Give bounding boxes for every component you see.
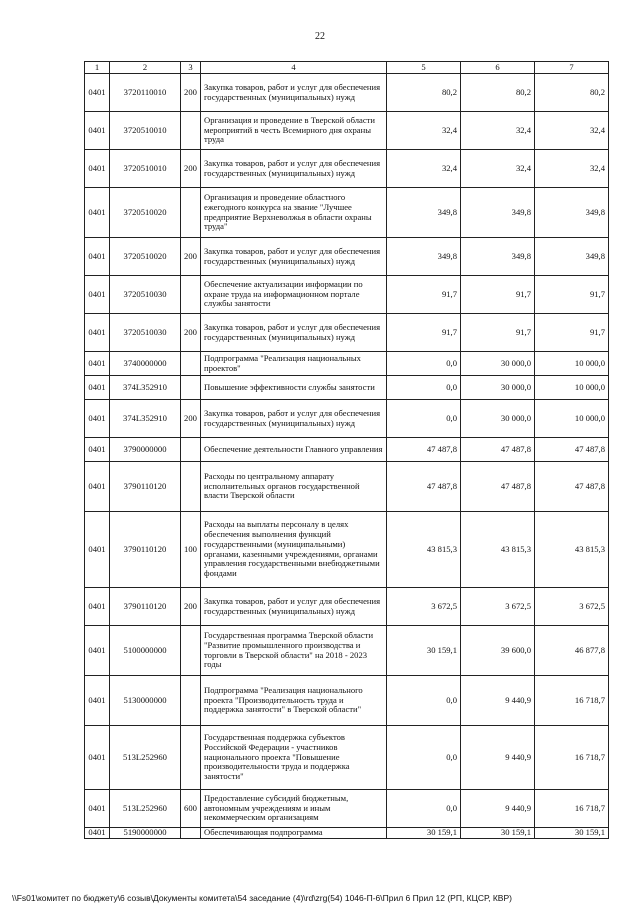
table-row [85, 238, 609, 276]
cell-amount-6: 9 440,9 [461, 726, 535, 790]
cell-amount-6: 32,4 [461, 112, 535, 150]
table-row [85, 74, 609, 112]
cell-amount-6: 91,7 [461, 276, 535, 314]
cell-expense-type [181, 188, 201, 238]
cell-amount-6: 30 159,1 [461, 828, 535, 839]
cell-section: 0401 [85, 400, 110, 438]
cell-target-code: 374L352910 [110, 400, 181, 438]
cell-expense-type [181, 376, 201, 400]
cell-amount-6: 43 815,3 [461, 512, 535, 588]
table-row [85, 376, 609, 400]
table-row [85, 790, 609, 828]
cell-section: 0401 [85, 676, 110, 726]
table-row [85, 150, 609, 188]
cell-amount-5: 349,8 [387, 238, 461, 276]
table-row [85, 828, 609, 839]
cell-description: Закупка товаров, работ и услуг для обеспечения государственных (муниципальных) нужд [201, 588, 387, 626]
cell-amount-7: 80,2 [535, 74, 609, 112]
cell-amount-6: 30 000,0 [461, 376, 535, 400]
table-row [85, 352, 609, 376]
table-row [85, 726, 609, 790]
cell-amount-6: 30 000,0 [461, 352, 535, 376]
cell-amount-5: 3 672,5 [387, 588, 461, 626]
cell-amount-5: 30 159,1 [387, 626, 461, 676]
header-col-1: 1 [85, 62, 110, 74]
cell-section: 0401 [85, 150, 110, 188]
table-row [85, 512, 609, 588]
table-row [85, 676, 609, 726]
cell-amount-6: 39 600,0 [461, 626, 535, 676]
cell-expense-type: 200 [181, 74, 201, 112]
cell-description: Организация и проведение в Тверской области мероприятий в честь Всемирного дня охраны труда [201, 112, 387, 150]
cell-expense-type: 200 [181, 588, 201, 626]
cell-description: Повышение эффективности службы занятости [201, 376, 387, 400]
cell-description: Государственная программа Тверской области "Развитие промышленного производства и торговли в Тверской области" на 2018 - 2023 годы [201, 626, 387, 676]
cell-description: Закупка товаров, работ и услуг для обеспечения государственных (муниципальных) нужд [201, 150, 387, 188]
table-row [85, 588, 609, 626]
cell-amount-5: 91,7 [387, 276, 461, 314]
cell-amount-7: 47 487,8 [535, 462, 609, 512]
budget-table [84, 61, 609, 839]
cell-section: 0401 [85, 462, 110, 512]
cell-description: Закупка товаров, работ и услуг для обеспечения государственных (муниципальных) нужд [201, 74, 387, 112]
cell-expense-type [181, 626, 201, 676]
table-row [85, 400, 609, 438]
cell-amount-7: 16 718,7 [535, 676, 609, 726]
cell-amount-6: 47 487,8 [461, 462, 535, 512]
cell-target-code: 5130000000 [110, 676, 181, 726]
cell-amount-5: 0,0 [387, 726, 461, 790]
cell-expense-type [181, 726, 201, 790]
cell-section: 0401 [85, 626, 110, 676]
cell-section: 0401 [85, 238, 110, 276]
cell-description: Организация и проведение областного ежегодного конкурса на звание "Лучшее предприятие Верхневолжья в области охраны труда" [201, 188, 387, 238]
cell-amount-7: 47 487,8 [535, 438, 609, 462]
cell-amount-6: 32,4 [461, 150, 535, 188]
cell-section: 0401 [85, 188, 110, 238]
cell-amount-6: 30 000,0 [461, 400, 535, 438]
cell-section: 0401 [85, 588, 110, 626]
cell-description: Расходы по центральному аппарату исполнительных органов государственной власти Тверской области [201, 462, 387, 512]
cell-target-code: 3790110120 [110, 588, 181, 626]
cell-amount-6: 80,2 [461, 74, 535, 112]
cell-amount-7: 10 000,0 [535, 376, 609, 400]
cell-amount-5: 0,0 [387, 376, 461, 400]
cell-amount-7: 10 000,0 [535, 352, 609, 376]
cell-amount-6: 349,8 [461, 238, 535, 276]
cell-target-code: 513L252960 [110, 790, 181, 828]
cell-section: 0401 [85, 790, 110, 828]
header-row [85, 62, 609, 74]
cell-expense-type [181, 676, 201, 726]
cell-section: 0401 [85, 512, 110, 588]
header-col-4: 4 [201, 62, 387, 74]
cell-target-code: 374L352910 [110, 376, 181, 400]
cell-expense-type: 600 [181, 790, 201, 828]
cell-description: Расходы на выплаты персоналу в целях обеспечения выполнения функций государственными (муниципальными) органами, казенными учреждениями, органами управления государственными внебюджетными фондами [201, 512, 387, 588]
cell-section: 0401 [85, 314, 110, 352]
cell-description: Подпрограмма "Реализация национального проекта "Производительность труда и поддержка занятости" в Тверской области" [201, 676, 387, 726]
header-col-2: 2 [110, 62, 181, 74]
cell-description: Закупка товаров, работ и услуг для обеспечения государственных (муниципальных) нужд [201, 400, 387, 438]
cell-amount-7: 10 000,0 [535, 400, 609, 438]
cell-target-code: 3720110010 [110, 74, 181, 112]
cell-amount-5: 47 487,8 [387, 462, 461, 512]
cell-target-code: 3790110120 [110, 512, 181, 588]
cell-amount-7: 3 672,5 [535, 588, 609, 626]
cell-amount-7: 46 877,8 [535, 626, 609, 676]
table-row [85, 276, 609, 314]
cell-amount-7: 91,7 [535, 276, 609, 314]
cell-expense-type: 200 [181, 314, 201, 352]
cell-expense-type [181, 352, 201, 376]
cell-target-code: 3790110120 [110, 462, 181, 512]
cell-expense-type: 100 [181, 512, 201, 588]
cell-amount-7: 16 718,7 [535, 726, 609, 790]
cell-amount-5: 0,0 [387, 676, 461, 726]
cell-amount-7: 16 718,7 [535, 790, 609, 828]
cell-amount-6: 47 487,8 [461, 438, 535, 462]
cell-expense-type [181, 112, 201, 150]
cell-expense-type: 200 [181, 150, 201, 188]
cell-section: 0401 [85, 828, 110, 839]
cell-expense-type: 200 [181, 238, 201, 276]
cell-amount-7: 349,8 [535, 238, 609, 276]
header-col-3: 3 [181, 62, 201, 74]
cell-amount-7: 32,4 [535, 112, 609, 150]
cell-section: 0401 [85, 438, 110, 462]
cell-target-code: 5100000000 [110, 626, 181, 676]
cell-target-code: 3720510010 [110, 112, 181, 150]
cell-amount-5: 32,4 [387, 150, 461, 188]
header-col-6: 6 [461, 62, 535, 74]
cell-section: 0401 [85, 74, 110, 112]
cell-amount-6: 349,8 [461, 188, 535, 238]
cell-amount-7: 32,4 [535, 150, 609, 188]
cell-target-code: 3790000000 [110, 438, 181, 462]
table-row [85, 188, 609, 238]
page-number: 22 [315, 31, 325, 42]
cell-description: Подпрограмма "Реализация национальных проектов" [201, 352, 387, 376]
cell-amount-6: 3 672,5 [461, 588, 535, 626]
cell-amount-7: 91,7 [535, 314, 609, 352]
cell-section: 0401 [85, 276, 110, 314]
table-row [85, 462, 609, 512]
cell-target-code: 3720510010 [110, 150, 181, 188]
cell-section: 0401 [85, 112, 110, 150]
cell-expense-type [181, 276, 201, 314]
cell-amount-5: 0,0 [387, 352, 461, 376]
table-row [85, 626, 609, 676]
cell-expense-type [181, 828, 201, 839]
cell-amount-5: 32,4 [387, 112, 461, 150]
cell-description: Обеспечивающая подпрограмма [201, 828, 387, 839]
cell-amount-5: 0,0 [387, 400, 461, 438]
cell-amount-5: 91,7 [387, 314, 461, 352]
cell-amount-7: 43 815,3 [535, 512, 609, 588]
cell-description: Закупка товаров, работ и услуг для обеспечения государственных (муниципальных) нужд [201, 238, 387, 276]
cell-target-code: 3740000000 [110, 352, 181, 376]
cell-amount-5: 0,0 [387, 790, 461, 828]
cell-target-code: 3720510030 [110, 276, 181, 314]
header-col-5: 5 [387, 62, 461, 74]
cell-description: Закупка товаров, работ и услуг для обеспечения государственных (муниципальных) нужд [201, 314, 387, 352]
cell-amount-6: 91,7 [461, 314, 535, 352]
cell-section: 0401 [85, 352, 110, 376]
header-col-7: 7 [535, 62, 609, 74]
cell-description: Обеспечение актуализации информации по охране труда на информационном портале службы занятости [201, 276, 387, 314]
table-row [85, 438, 609, 462]
cell-amount-5: 43 815,3 [387, 512, 461, 588]
cell-target-code: 3720510020 [110, 238, 181, 276]
cell-expense-type: 200 [181, 400, 201, 438]
table-row [85, 112, 609, 150]
cell-description: Обеспечение деятельности Главного управления [201, 438, 387, 462]
cell-section: 0401 [85, 376, 110, 400]
cell-target-code: 5190000000 [110, 828, 181, 839]
cell-section: 0401 [85, 726, 110, 790]
cell-amount-5: 349,8 [387, 188, 461, 238]
cell-description: Государственная поддержка субъектов Российской Федерации - участников национального проекта "Повышение производительности труда и поддержка занятости" [201, 726, 387, 790]
cell-amount-5: 30 159,1 [387, 828, 461, 839]
cell-amount-7: 349,8 [535, 188, 609, 238]
cell-amount-6: 9 440,9 [461, 790, 535, 828]
cell-target-code: 3720510020 [110, 188, 181, 238]
cell-description: Предоставление субсидий бюджетным, автономным учреждениям и иным некоммерческим организациям [201, 790, 387, 828]
cell-amount-7: 30 159,1 [535, 828, 609, 839]
file-path-footer: \\Fs01\комитет по бюджету\6 созыв\Документы комитета\54 заседание (4)\rd\zrg(54) 1046-П-6\Прил 6 Прил 12 (РП, КЦСР, КВР) [12, 893, 512, 903]
cell-amount-5: 47 487,8 [387, 438, 461, 462]
cell-target-code: 3720510030 [110, 314, 181, 352]
cell-target-code: 513L252960 [110, 726, 181, 790]
cell-amount-5: 80,2 [387, 74, 461, 112]
cell-amount-6: 9 440,9 [461, 676, 535, 726]
cell-expense-type [181, 462, 201, 512]
table-row [85, 314, 609, 352]
cell-expense-type [181, 438, 201, 462]
